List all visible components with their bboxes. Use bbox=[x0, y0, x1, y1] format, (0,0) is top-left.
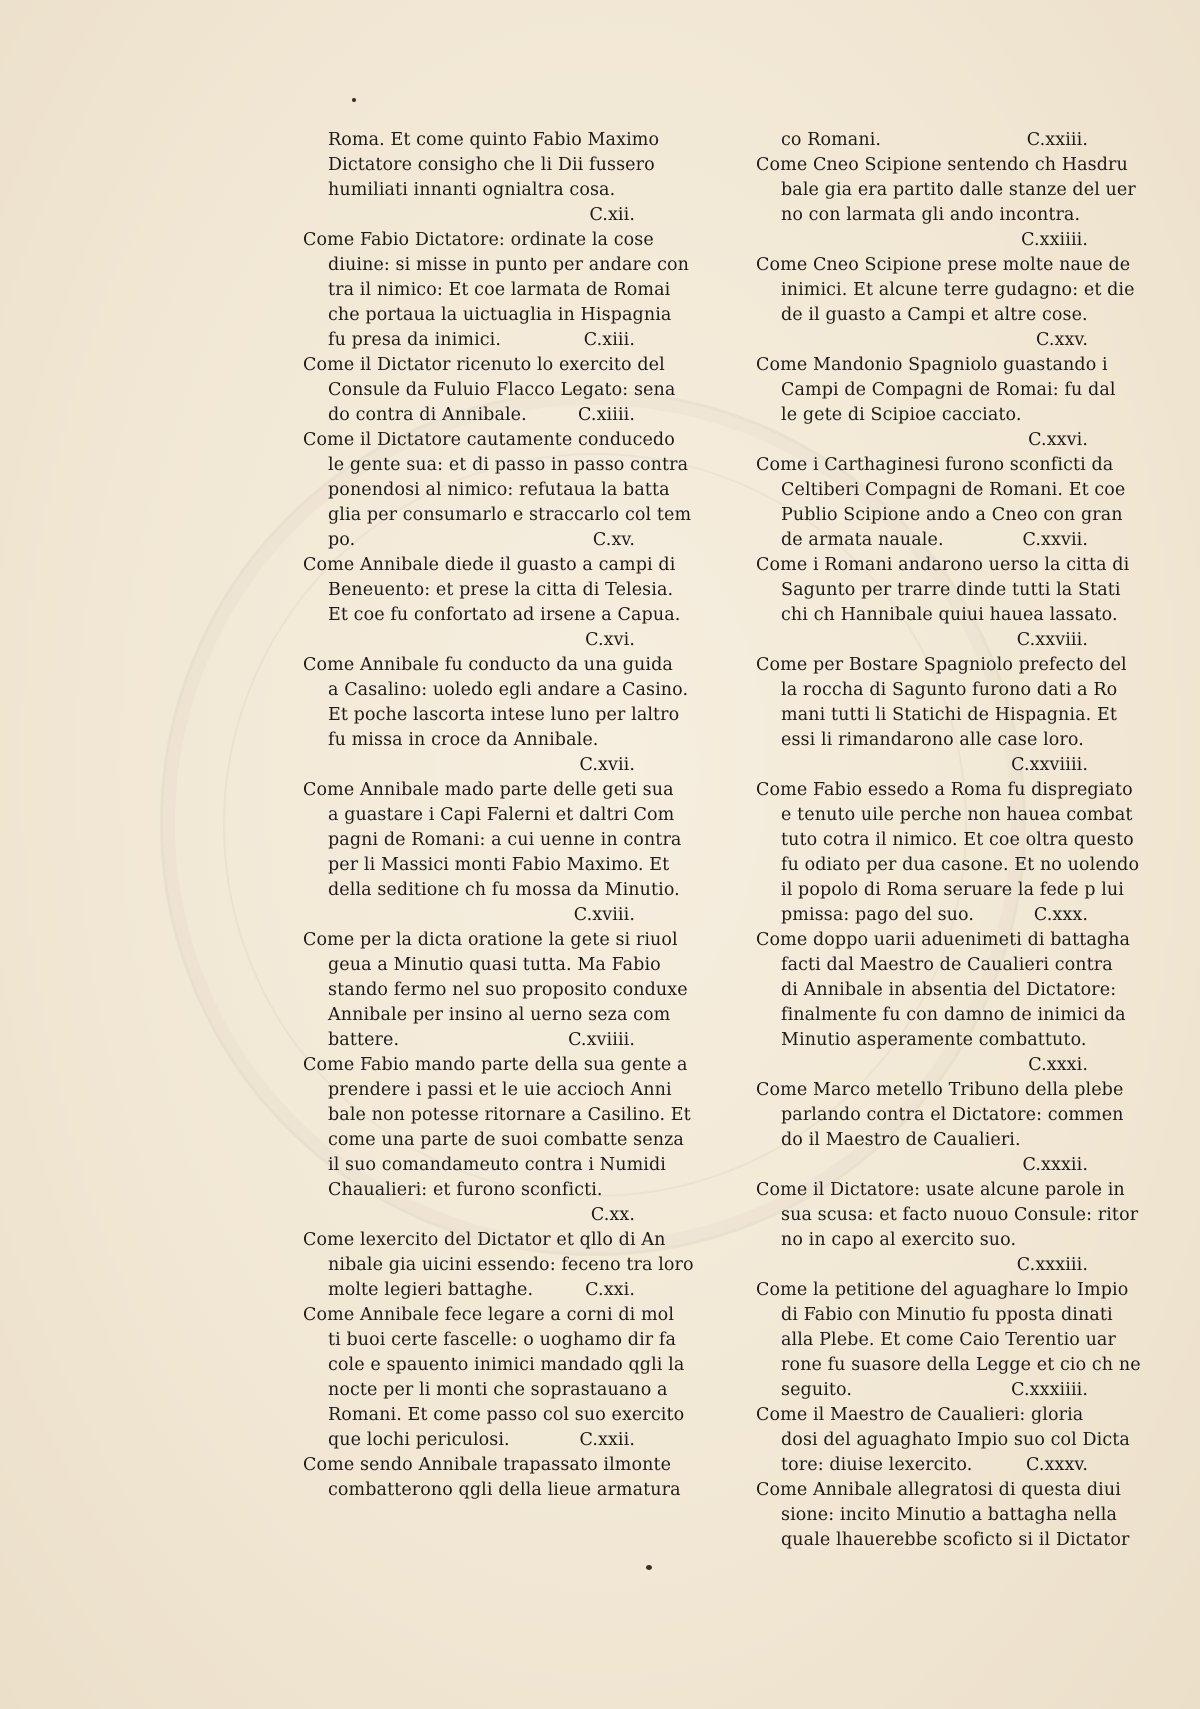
entry-text-line: Et poche lascorta intese luno per laltro bbox=[328, 705, 680, 725]
entry-text-line: finalmente fu con damno de inimici da bbox=[781, 1005, 1126, 1025]
entry-text-line: sione: incito Minutio a battagha nella bbox=[781, 1505, 1118, 1525]
entry-text-line: sua scusa: et facto nuouo Consule: ritor bbox=[781, 1205, 1139, 1225]
right-column bbox=[756, 128, 1141, 1553]
entry-text-line: combatterono qgli della lieue armatura bbox=[328, 1480, 681, 1500]
chapter-entry bbox=[303, 128, 660, 228]
chapter-number: C.xviii. bbox=[573, 905, 635, 925]
entry-text-line: seguito. bbox=[781, 1380, 853, 1400]
entry-text-line: Come per la dicta oratione la gete si riuol bbox=[303, 930, 678, 950]
entry-text-line: cole e spauento inimici mandado qgli la bbox=[328, 1355, 685, 1375]
entry-text-line: Publio Scipione ando a Cneo con gran bbox=[781, 505, 1123, 525]
chapter-entry bbox=[303, 778, 682, 928]
entry-text-line: Come Mandonio Spagniolo guastando i bbox=[756, 355, 1108, 375]
entry-text-line: Annibale per insino al uerno seza com bbox=[328, 1005, 671, 1025]
entry-text-line: le gente sua: et di passo in passo contra bbox=[328, 455, 689, 475]
chapter-number: C.xxxii. bbox=[1022, 1155, 1088, 1175]
chapter-entry bbox=[756, 778, 1140, 928]
entry-text-line: tuto cotra il nimico. Et coe oltra questo bbox=[781, 830, 1134, 850]
chapter-number: C.xvii. bbox=[579, 755, 635, 775]
entry-text-line: la roccha di Sagunto furono dati a Ro bbox=[781, 680, 1118, 700]
entry-text-line: Consule da Fuluio Flacco Legato: sena bbox=[328, 380, 676, 400]
chapter-number: C.xxxiii. bbox=[1016, 1255, 1088, 1275]
entry-text-line: Beneuento: et prese la citta di Telesia. bbox=[328, 580, 674, 600]
entry-text-line: Roma. Et come quinto Fabio Maximo bbox=[328, 130, 660, 150]
entry-text-line: fu presa da inimici. bbox=[328, 330, 502, 350]
entry-text-line: ti buoi certe fascelle: o uoghamo dir fa bbox=[328, 1330, 677, 1350]
entry-text-line: Come doppo uarii aduenimeti di battagha bbox=[756, 930, 1131, 950]
chapter-number: C.xx. bbox=[590, 1205, 635, 1225]
entry-text-line: fu missa in croce da Annibale. bbox=[328, 730, 599, 750]
chapter-entry bbox=[303, 353, 676, 428]
chapter-entry bbox=[756, 253, 1135, 353]
entry-text-line: facti dal Maestro de Caualieri contra bbox=[781, 955, 1113, 975]
entry-text-line: pmissa: pago del suo. bbox=[781, 905, 975, 925]
entry-text-line: prendere i passi et le uie accioch Anni bbox=[328, 1080, 672, 1100]
entry-text-line: stando fermo nel suo proposito conduxe bbox=[328, 980, 688, 1000]
chapter-entry bbox=[756, 128, 1096, 153]
ink-speck bbox=[646, 1565, 652, 1570]
entry-text-line: battere. bbox=[328, 1030, 400, 1050]
entry-text-line: do il Maestro de Caualieri. bbox=[781, 1130, 1021, 1150]
chapter-number: C.xviiii. bbox=[568, 1030, 635, 1050]
entry-text-line: Campi de Compagni de Romai: fu dal bbox=[781, 380, 1116, 400]
entry-text-line: Come Fabio mando parte della sua gente a bbox=[303, 1055, 688, 1075]
chapter-entry bbox=[303, 1053, 691, 1228]
entry-text-line: per li Massici monti Fabio Maximo. Et bbox=[328, 855, 670, 875]
chapter-number: C.xvi. bbox=[585, 630, 635, 650]
entry-text-line: quale lhauerebbe scoficto si il Dictator bbox=[781, 1530, 1130, 1550]
chapter-number: C.xxvi. bbox=[1028, 430, 1088, 450]
ink-speck bbox=[352, 98, 356, 102]
chapter-entry bbox=[756, 353, 1116, 453]
entry-text-line: Come Fabio Dictatore: ordinate la cose bbox=[303, 230, 654, 250]
entry-text-line: ponendosi al nimico: refutaua la batta bbox=[328, 480, 670, 500]
entry-text-line: Come Cneo Scipione sentendo ch Hasdru bbox=[756, 155, 1128, 175]
entry-text-line: Come il Dictatore: usate alcune parole in bbox=[756, 1180, 1125, 1200]
entry-text-line: di Fabio con Minutio fu pposta dinati bbox=[781, 1305, 1113, 1325]
entry-text-line: a guastare i Capi Falerni et daltri Com bbox=[328, 805, 675, 825]
chapter-entry bbox=[756, 153, 1136, 253]
entry-text-line: no in capo al exercito suo. bbox=[781, 1230, 1017, 1250]
chapter-number: C.xiii. bbox=[583, 330, 635, 350]
chapter-entry bbox=[756, 1178, 1139, 1278]
entry-text-line: inimici. Et alcune terre gudagno: et die bbox=[781, 280, 1135, 300]
entry-text-line: della seditione ch fu mossa da Minutio. bbox=[328, 880, 680, 900]
entry-text-line: co Romani. bbox=[781, 130, 882, 150]
chapter-entry bbox=[303, 928, 688, 1053]
chapter-entry bbox=[303, 428, 692, 553]
entry-text-line: Come il Dictator ricenuto lo exercito del bbox=[303, 355, 665, 375]
entry-text-line: essi li rimandarono alle case loro. bbox=[781, 730, 1084, 750]
chapter-number: C.xxv. bbox=[1035, 330, 1088, 350]
entry-text-line: Come Annibale fu conducto da una guida bbox=[303, 655, 673, 675]
entry-text-line: no con larmata gli ando incontra. bbox=[781, 205, 1081, 225]
entry-text-line: Come lexercito del Dictator et qllo di An bbox=[303, 1230, 666, 1250]
entry-text-line: Come Annibale diede il guasto a campi di bbox=[303, 555, 676, 575]
entry-text-line: Dictatore consigho che li Dii fussero bbox=[328, 155, 655, 175]
entry-text-line: nibale gia uicini essendo: feceno tra loro bbox=[328, 1255, 694, 1275]
chapter-number: C.xxxi. bbox=[1028, 1055, 1088, 1075]
entry-text-line: Sagunto per trarre dinde tutti la Stati bbox=[781, 580, 1121, 600]
entry-text-line: Come i Romani andarono uerso la citta di bbox=[756, 555, 1130, 575]
entry-text-line: a Casalino: uoledo egli andare a Casino. bbox=[328, 680, 689, 700]
entry-text-line: nocte per li monti che soprastauano a bbox=[328, 1380, 668, 1400]
entry-text-line: Romani. Et come passo col suo exercito bbox=[328, 1405, 685, 1425]
entry-text-line: Come sendo Annibale trapassato ilmonte bbox=[303, 1455, 672, 1475]
entry-text-line: do contra di Annibale. bbox=[328, 405, 527, 425]
chapter-entry bbox=[756, 653, 1127, 778]
chapter-number: C.xxii. bbox=[579, 1430, 635, 1450]
entry-text-line: de il guasto a Campi et altre cose. bbox=[781, 305, 1088, 325]
entry-text-line: pagni de Romani: a cui uenne in contra bbox=[328, 830, 682, 850]
chapter-number: C.xxviiii. bbox=[1011, 755, 1088, 775]
entry-text-line: diuine: si misse in punto per andare con bbox=[328, 255, 689, 275]
chapter-entry bbox=[756, 1078, 1124, 1178]
entry-text-line: geua a Minutio quasi tutta. Ma Fabio bbox=[328, 955, 661, 975]
chapter-number: C.xxxiiii. bbox=[1011, 1380, 1088, 1400]
entry-text-line: que lochi periculosi. bbox=[328, 1430, 510, 1450]
chapter-entry bbox=[303, 228, 689, 353]
entry-text-line: come una parte de suoi combatte senza bbox=[328, 1130, 684, 1150]
chapter-entry bbox=[756, 453, 1126, 553]
entry-text-line: le gete di Scipioe cacciato. bbox=[781, 405, 1022, 425]
entry-text-line: Celtiberi Compagni de Romani. Et coe bbox=[781, 480, 1126, 500]
entry-text-line: Minutio asperamente combattuto. bbox=[781, 1030, 1087, 1050]
chapter-entry bbox=[756, 1478, 1130, 1553]
entry-text-line: tra il nimico: Et coe larmata de Romai bbox=[328, 280, 671, 300]
chapter-entry bbox=[303, 553, 681, 653]
entry-text-line: rone fu suasore della Legge et cio ch ne bbox=[781, 1355, 1141, 1375]
chapter-entry bbox=[756, 1403, 1130, 1478]
chapter-number: C.xxi. bbox=[585, 1280, 635, 1300]
entry-text-line: humiliati innanti ognialtra cosa. bbox=[328, 180, 616, 200]
chapter-entry bbox=[303, 1303, 685, 1453]
chapter-number: C.xxiii. bbox=[1026, 130, 1088, 150]
entry-text-line: Come Fabio essedo a Roma fu dispregiato bbox=[756, 780, 1133, 800]
chapter-entry bbox=[756, 928, 1131, 1078]
entry-text-line: fu odiato per dua casone. Et no uolendo bbox=[781, 855, 1140, 875]
chapter-entry bbox=[303, 1453, 681, 1503]
entry-text-line: Come il Maestro de Caualieri: gloria bbox=[756, 1405, 1084, 1425]
entry-text-line: de armata nauale. bbox=[781, 530, 944, 550]
chapter-number: C.xxiiii. bbox=[1021, 230, 1088, 250]
chapter-number: C.xxvii. bbox=[1022, 530, 1088, 550]
chapter-number: C.xv. bbox=[592, 530, 635, 550]
chapter-entry bbox=[303, 1228, 694, 1303]
entry-text-line: di Annibale in absentia del Dictatore: bbox=[781, 980, 1117, 1000]
entry-text-line: Come Annibale allegratosi di questa diui bbox=[756, 1480, 1121, 1500]
entry-text-line: Come Annibale mado parte delle geti sua bbox=[303, 780, 674, 800]
chapter-number: C.xxviii. bbox=[1016, 630, 1088, 650]
entry-text-line: Come Marco metello Tribuno della plebe bbox=[756, 1080, 1124, 1100]
entry-text-line: Come Annibale fece legare a corni di mol bbox=[303, 1305, 675, 1325]
entry-text-line: Come Cneo Scipione prese molte naue de bbox=[756, 255, 1131, 275]
entry-text-line: dosi del aguaghato Impio suo col Dicta bbox=[781, 1430, 1130, 1450]
entry-text-line: il popolo di Roma seruare la fede p lui bbox=[781, 880, 1124, 900]
entry-text-line: che portaua la uictuaglia in Hispagnia bbox=[328, 305, 672, 325]
entry-text-line: po. bbox=[328, 530, 356, 550]
entry-text-line: mani tutti li Statichi de Hispagnia. Et bbox=[781, 705, 1117, 725]
chapter-number: C.xii. bbox=[589, 205, 635, 225]
entry-text-line: Come per Bostare Spagniolo prefecto del bbox=[756, 655, 1127, 675]
entry-text-line: e tenuto uile perche non hauea combat bbox=[781, 805, 1133, 825]
entry-text-line: Et coe fu confortato ad irsene a Capua. bbox=[328, 605, 681, 625]
chapter-number: C.xiiii. bbox=[578, 405, 635, 425]
entry-text-line: Come la petitione del aguaghare lo Impio bbox=[756, 1280, 1129, 1300]
entry-text-line: molte legieri battaghe. bbox=[328, 1280, 534, 1300]
left-column bbox=[303, 128, 694, 1503]
entry-text-line: alla Plebe. Et come Caio Terentio uar bbox=[781, 1330, 1116, 1350]
chapter-entry bbox=[756, 1278, 1141, 1403]
entry-text-line: Chaualieri: et furono sconficti. bbox=[328, 1180, 603, 1200]
entry-text-line: bale non potesse ritornare a Casilino. Et bbox=[328, 1105, 691, 1125]
entry-text-line: chi ch Hannibale quiui hauea lassato. bbox=[781, 605, 1118, 625]
entry-text-line: glia per consumarlo e straccarlo col tem bbox=[328, 505, 692, 525]
entry-text-line: parlando contra el Dictatore: commen bbox=[781, 1105, 1124, 1125]
chapter-number: C.xxxv. bbox=[1025, 1455, 1088, 1475]
chapter-number: C.xxx. bbox=[1033, 905, 1088, 925]
entry-text-line: tore: diuise lexercito. bbox=[781, 1455, 973, 1475]
entry-text-line: Come i Carthaginesi furono sconficti da bbox=[756, 455, 1114, 475]
entry-text-line: bale gia era partito dalle stanze del uer bbox=[781, 180, 1136, 200]
chapter-entry bbox=[756, 553, 1130, 653]
entry-text-line: Come il Dictatore cautamente conducedo bbox=[303, 430, 675, 450]
chapter-entry bbox=[303, 653, 689, 778]
entry-text-line: il suo comandameuto contra i Numidi bbox=[328, 1155, 666, 1175]
